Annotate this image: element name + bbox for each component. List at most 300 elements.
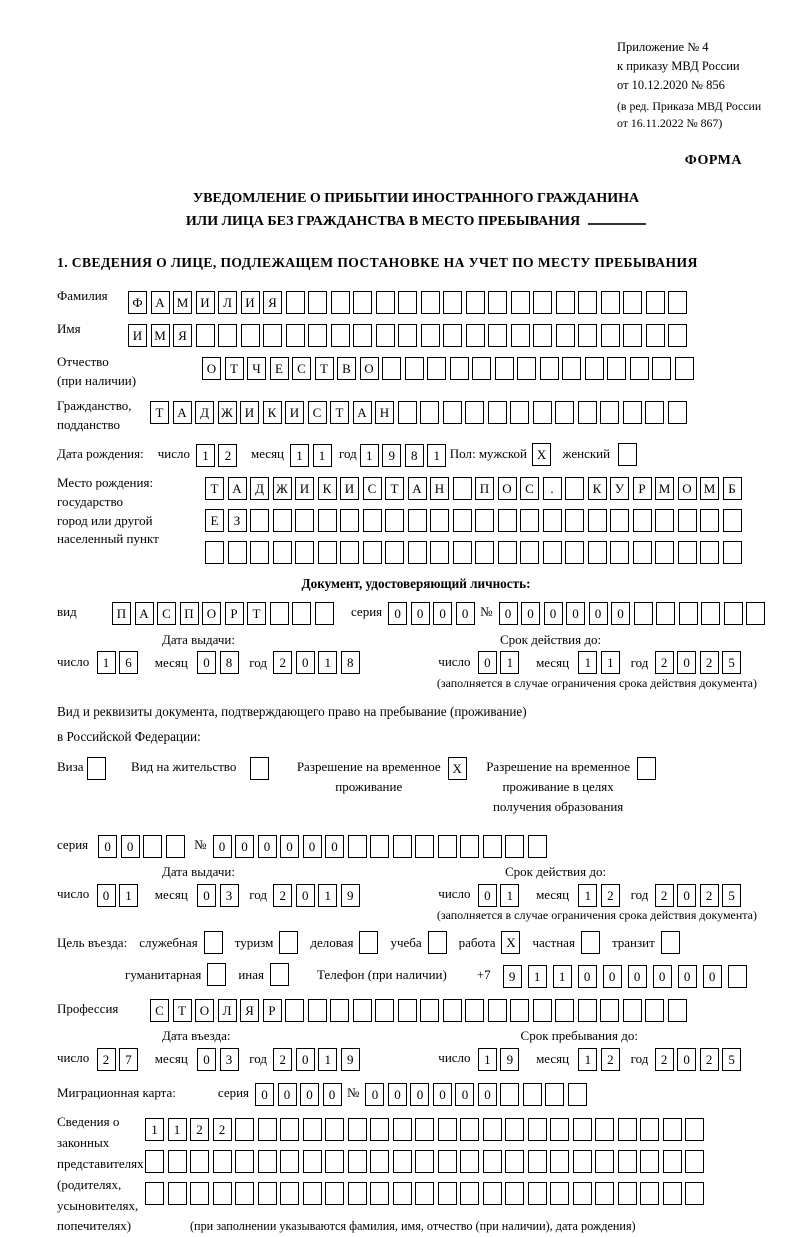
id-valid-year[interactable] [655, 654, 745, 669]
char-cell[interactable] [483, 835, 502, 858]
char-cell[interactable] [273, 509, 292, 532]
char-cell[interactable] [528, 1182, 547, 1205]
char-cell[interactable] [453, 477, 472, 500]
char-cell[interactable]: 1 [360, 444, 379, 467]
char-cell[interactable] [475, 541, 494, 564]
char-cell[interactable] [258, 1182, 277, 1205]
char-cell[interactable] [393, 1150, 412, 1173]
char-cell[interactable] [465, 401, 484, 424]
char-cell[interactable] [325, 1182, 344, 1205]
citizenship-input[interactable] [150, 397, 690, 424]
char-cell[interactable]: 0 [410, 1083, 429, 1106]
char-cell[interactable]: Ф [128, 291, 147, 314]
char-cell[interactable]: 2 [213, 1118, 232, 1141]
char-cell[interactable] [585, 357, 604, 380]
char-cell[interactable]: С [150, 999, 169, 1022]
char-cell[interactable]: Я [240, 999, 259, 1022]
res-issue-month[interactable] [197, 886, 242, 901]
char-cell[interactable] [308, 291, 327, 314]
char-cell[interactable] [443, 291, 462, 314]
char-cell[interactable]: 0 [235, 835, 254, 858]
residence-series-input[interactable] [98, 831, 188, 858]
char-cell[interactable] [565, 509, 584, 532]
char-cell[interactable] [652, 357, 671, 380]
char-cell[interactable] [623, 401, 642, 424]
char-cell[interactable] [415, 1118, 434, 1141]
char-cell[interactable] [303, 1150, 322, 1173]
char-cell[interactable] [595, 1182, 614, 1205]
char-cell[interactable] [746, 602, 765, 625]
char-cell[interactable]: 1 [553, 965, 572, 988]
char-cell[interactable] [610, 541, 629, 564]
id-valid-day[interactable] [478, 654, 523, 669]
char-cell[interactable] [640, 1182, 659, 1205]
char-cell[interactable] [488, 999, 507, 1022]
char-cell[interactable]: 1 [318, 651, 337, 674]
char-cell[interactable] [646, 291, 665, 314]
char-cell[interactable] [443, 324, 462, 347]
char-cell[interactable]: 1 [578, 651, 597, 674]
char-cell[interactable] [353, 324, 372, 347]
char-cell[interactable] [511, 291, 530, 314]
char-cell[interactable] [520, 509, 539, 532]
char-cell[interactable] [398, 324, 417, 347]
char-cell[interactable] [505, 835, 524, 858]
char-cell[interactable] [540, 357, 559, 380]
migration-number-input[interactable] [365, 1079, 590, 1106]
char-cell[interactable]: 1 [478, 1048, 497, 1071]
char-cell[interactable] [340, 541, 359, 564]
char-cell[interactable] [143, 835, 162, 858]
char-cell[interactable] [685, 1182, 704, 1205]
char-cell[interactable] [623, 999, 642, 1022]
sex-female-checkbox[interactable] [618, 443, 637, 466]
char-cell[interactable]: 0 [611, 602, 630, 625]
id-doc-kind-input[interactable] [112, 599, 337, 626]
purpose-other-checkbox[interactable] [270, 963, 289, 986]
char-cell[interactable] [510, 401, 529, 424]
char-cell[interactable] [315, 602, 334, 625]
char-cell[interactable] [376, 291, 395, 314]
char-cell[interactable] [678, 541, 697, 564]
char-cell[interactable]: 1 [318, 884, 337, 907]
char-cell[interactable]: 5 [722, 1048, 741, 1071]
char-cell[interactable]: П [112, 602, 131, 625]
char-cell[interactable] [331, 324, 350, 347]
char-cell[interactable] [475, 509, 494, 532]
char-cell[interactable] [331, 291, 350, 314]
char-cell[interactable] [610, 509, 629, 532]
purpose-work-checkbox[interactable]: X [501, 931, 520, 954]
char-cell[interactable] [385, 541, 404, 564]
char-cell[interactable] [370, 835, 389, 858]
char-cell[interactable] [578, 401, 597, 424]
char-cell[interactable] [668, 999, 687, 1022]
char-cell[interactable]: 9 [500, 1048, 519, 1071]
char-cell[interactable] [668, 291, 687, 314]
char-cell[interactable] [427, 357, 446, 380]
char-cell[interactable] [533, 999, 552, 1022]
char-cell[interactable]: И [340, 477, 359, 500]
id-issue-month[interactable] [197, 654, 242, 669]
char-cell[interactable] [263, 324, 282, 347]
char-cell[interactable]: Ч [247, 357, 266, 380]
char-cell[interactable] [528, 1118, 547, 1141]
char-cell[interactable] [235, 1182, 254, 1205]
res-valid-year[interactable] [655, 886, 745, 901]
char-cell[interactable] [286, 291, 305, 314]
char-cell[interactable] [607, 357, 626, 380]
char-cell[interactable]: 0 [296, 884, 315, 907]
patronymic-input[interactable] [202, 353, 697, 380]
char-cell[interactable]: 9 [341, 1048, 360, 1071]
char-cell[interactable]: 1 [145, 1118, 164, 1141]
char-cell[interactable]: 0 [456, 602, 475, 625]
stay-month[interactable] [578, 1050, 623, 1065]
char-cell[interactable]: 7 [119, 1048, 138, 1071]
char-cell[interactable]: Я [173, 324, 192, 347]
char-cell[interactable]: 0 [478, 1083, 497, 1106]
birth-day-input[interactable] [196, 441, 241, 468]
char-cell[interactable]: М [173, 291, 192, 314]
char-cell[interactable]: 0 [296, 651, 315, 674]
char-cell[interactable] [533, 401, 552, 424]
char-cell[interactable]: 0 [121, 835, 140, 858]
char-cell[interactable]: Т [247, 602, 266, 625]
char-cell[interactable]: 2 [655, 1048, 674, 1071]
char-cell[interactable] [573, 1118, 592, 1141]
char-cell[interactable]: 0 [433, 602, 452, 625]
char-cell[interactable]: В [337, 357, 356, 380]
char-cell[interactable] [166, 835, 185, 858]
char-cell[interactable]: Л [218, 999, 237, 1022]
char-cell[interactable] [393, 1118, 412, 1141]
char-cell[interactable] [258, 1118, 277, 1141]
char-cell[interactable] [630, 357, 649, 380]
profession-input[interactable] [150, 995, 690, 1022]
char-cell[interactable]: 2 [700, 651, 719, 674]
char-cell[interactable] [318, 541, 337, 564]
char-cell[interactable]: 0 [278, 1083, 297, 1106]
char-cell[interactable] [633, 509, 652, 532]
char-cell[interactable] [543, 509, 562, 532]
char-cell[interactable] [595, 1118, 614, 1141]
char-cell[interactable]: Т [385, 477, 404, 500]
residence-permit-checkbox[interactable] [250, 757, 269, 780]
char-cell[interactable]: О [202, 602, 221, 625]
char-cell[interactable] [196, 324, 215, 347]
char-cell[interactable]: 3 [220, 884, 239, 907]
char-cell[interactable] [308, 999, 327, 1022]
char-cell[interactable]: 3 [220, 1048, 239, 1071]
char-cell[interactable] [565, 541, 584, 564]
char-cell[interactable] [645, 401, 664, 424]
char-cell[interactable] [498, 509, 517, 532]
char-cell[interactable] [724, 602, 743, 625]
char-cell[interactable] [375, 999, 394, 1022]
char-cell[interactable]: Р [633, 477, 652, 500]
char-cell[interactable]: Л [218, 291, 237, 314]
char-cell[interactable]: 1 [427, 444, 446, 467]
char-cell[interactable] [523, 1083, 542, 1106]
char-cell[interactable] [556, 324, 575, 347]
char-cell[interactable]: И [241, 291, 260, 314]
char-cell[interactable]: Д [250, 477, 269, 500]
char-cell[interactable] [483, 1118, 502, 1141]
char-cell[interactable] [511, 324, 530, 347]
char-cell[interactable] [663, 1150, 682, 1173]
char-cell[interactable]: О [360, 357, 379, 380]
char-cell[interactable] [405, 357, 424, 380]
char-cell[interactable]: О [202, 357, 221, 380]
char-cell[interactable] [634, 602, 653, 625]
edu-residence-checkbox[interactable] [637, 757, 656, 780]
char-cell[interactable] [398, 999, 417, 1022]
char-cell[interactable] [595, 1150, 614, 1173]
char-cell[interactable] [520, 541, 539, 564]
char-cell[interactable] [295, 509, 314, 532]
char-cell[interactable]: 1 [528, 965, 547, 988]
char-cell[interactable]: Р [225, 602, 244, 625]
char-cell[interactable] [600, 999, 619, 1022]
char-cell[interactable] [700, 541, 719, 564]
entry-year[interactable] [273, 1050, 363, 1065]
char-cell[interactable] [443, 401, 462, 424]
char-cell[interactable] [250, 509, 269, 532]
char-cell[interactable]: С [157, 602, 176, 625]
char-cell[interactable] [578, 291, 597, 314]
char-cell[interactable]: 2 [97, 1048, 116, 1071]
char-cell[interactable]: Е [205, 509, 224, 532]
res-valid-day[interactable] [478, 886, 523, 901]
char-cell[interactable] [408, 509, 427, 532]
char-cell[interactable] [438, 835, 457, 858]
char-cell[interactable]: 0 [478, 884, 497, 907]
char-cell[interactable] [280, 1150, 299, 1173]
char-cell[interactable]: А [408, 477, 427, 500]
char-cell[interactable]: С [308, 401, 327, 424]
char-cell[interactable]: 8 [405, 444, 424, 467]
res-issue-year[interactable] [273, 886, 363, 901]
purpose-humanitarian-checkbox[interactable] [207, 963, 226, 986]
char-cell[interactable] [562, 357, 581, 380]
char-cell[interactable] [308, 324, 327, 347]
sex-male-checkbox[interactable]: X [532, 443, 551, 466]
char-cell[interactable]: 0 [678, 965, 697, 988]
char-cell[interactable]: 1 [578, 1048, 597, 1071]
char-cell[interactable] [286, 324, 305, 347]
char-cell[interactable] [325, 1150, 344, 1173]
char-cell[interactable] [466, 291, 485, 314]
char-cell[interactable]: 0 [578, 965, 597, 988]
char-cell[interactable]: К [318, 477, 337, 500]
char-cell[interactable] [258, 1150, 277, 1173]
char-cell[interactable]: 0 [478, 651, 497, 674]
char-cell[interactable]: 0 [677, 884, 696, 907]
char-cell[interactable] [655, 509, 674, 532]
char-cell[interactable]: 1 [97, 651, 116, 674]
char-cell[interactable]: 8 [220, 651, 239, 674]
char-cell[interactable]: 1 [119, 884, 138, 907]
char-cell[interactable] [370, 1118, 389, 1141]
char-cell[interactable] [408, 541, 427, 564]
char-cell[interactable] [685, 1150, 704, 1173]
char-cell[interactable]: 1 [500, 884, 519, 907]
char-cell[interactable] [420, 401, 439, 424]
char-cell[interactable]: 1 [290, 444, 309, 467]
char-cell[interactable]: 0 [296, 1048, 315, 1071]
char-cell[interactable]: 8 [341, 651, 360, 674]
char-cell[interactable]: 0 [388, 602, 407, 625]
char-cell[interactable]: 1 [168, 1118, 187, 1141]
char-cell[interactable]: 2 [190, 1118, 209, 1141]
char-cell[interactable] [421, 291, 440, 314]
char-cell[interactable]: С [363, 477, 382, 500]
char-cell[interactable] [528, 1150, 547, 1173]
char-cell[interactable] [292, 602, 311, 625]
char-cell[interactable] [723, 541, 742, 564]
char-cell[interactable] [303, 1118, 322, 1141]
char-cell[interactable] [363, 541, 382, 564]
char-cell[interactable]: 2 [655, 651, 674, 674]
entry-day[interactable] [97, 1050, 142, 1065]
char-cell[interactable]: М [700, 477, 719, 500]
char-cell[interactable]: П [475, 477, 494, 500]
char-cell[interactable] [645, 999, 664, 1022]
char-cell[interactable]: Р [263, 999, 282, 1022]
char-cell[interactable] [555, 999, 574, 1022]
char-cell[interactable] [393, 1182, 412, 1205]
char-cell[interactable]: У [610, 477, 629, 500]
char-cell[interactable] [545, 1083, 564, 1106]
char-cell[interactable] [382, 357, 401, 380]
res-valid-month[interactable] [578, 886, 623, 901]
char-cell[interactable]: 2 [218, 444, 237, 467]
char-cell[interactable] [460, 1150, 479, 1173]
char-cell[interactable] [393, 835, 412, 858]
char-cell[interactable] [640, 1150, 659, 1173]
char-cell[interactable] [280, 1182, 299, 1205]
char-cell[interactable] [488, 324, 507, 347]
char-cell[interactable]: А [353, 401, 372, 424]
char-cell[interactable] [250, 541, 269, 564]
birthplace-line-3[interactable] [205, 538, 745, 565]
char-cell[interactable]: 1 [318, 1048, 337, 1071]
char-cell[interactable] [218, 324, 237, 347]
char-cell[interactable] [495, 357, 514, 380]
char-cell[interactable] [505, 1118, 524, 1141]
char-cell[interactable]: Д [195, 401, 214, 424]
char-cell[interactable] [528, 835, 547, 858]
char-cell[interactable] [618, 1150, 637, 1173]
char-cell[interactable] [273, 541, 292, 564]
char-cell[interactable] [588, 509, 607, 532]
char-cell[interactable] [280, 1118, 299, 1141]
char-cell[interactable] [450, 357, 469, 380]
char-cell[interactable]: 0 [521, 602, 540, 625]
char-cell[interactable]: 0 [323, 1083, 342, 1106]
char-cell[interactable] [438, 1182, 457, 1205]
char-cell[interactable]: 2 [273, 651, 292, 674]
id-doc-number-input[interactable] [499, 599, 769, 626]
purpose-official-checkbox[interactable] [204, 931, 223, 954]
char-cell[interactable] [348, 835, 367, 858]
surname-input[interactable] [128, 287, 691, 314]
char-cell[interactable]: И [285, 401, 304, 424]
char-cell[interactable]: 0 [97, 884, 116, 907]
char-cell[interactable] [465, 999, 484, 1022]
char-cell[interactable] [618, 1118, 637, 1141]
char-cell[interactable] [550, 1182, 569, 1205]
char-cell[interactable] [453, 509, 472, 532]
char-cell[interactable] [588, 541, 607, 564]
char-cell[interactable] [370, 1182, 389, 1205]
char-cell[interactable] [168, 1182, 187, 1205]
char-cell[interactable] [550, 1150, 569, 1173]
char-cell[interactable] [550, 1118, 569, 1141]
char-cell[interactable] [420, 999, 439, 1022]
char-cell[interactable]: 1 [313, 444, 332, 467]
char-cell[interactable] [168, 1150, 187, 1173]
char-cell[interactable]: Т [150, 401, 169, 424]
char-cell[interactable]: Т [315, 357, 334, 380]
char-cell[interactable]: М [655, 477, 674, 500]
temp-residence-checkbox[interactable]: X [448, 757, 467, 780]
char-cell[interactable]: О [498, 477, 517, 500]
char-cell[interactable] [565, 477, 584, 500]
char-cell[interactable] [376, 324, 395, 347]
char-cell[interactable] [363, 509, 382, 532]
char-cell[interactable]: З [228, 509, 247, 532]
char-cell[interactable]: 0 [255, 1083, 274, 1106]
char-cell[interactable]: . [543, 477, 562, 500]
char-cell[interactable] [370, 1150, 389, 1173]
char-cell[interactable]: 0 [677, 651, 696, 674]
char-cell[interactable]: 0 [197, 1048, 216, 1071]
char-cell[interactable] [483, 1182, 502, 1205]
char-cell[interactable] [556, 291, 575, 314]
char-cell[interactable]: 0 [566, 602, 585, 625]
birthplace-line-1[interactable] [205, 474, 745, 501]
char-cell[interactable]: 1 [196, 444, 215, 467]
char-cell[interactable] [190, 1182, 209, 1205]
char-cell[interactable] [573, 1150, 592, 1173]
char-cell[interactable] [679, 602, 698, 625]
char-cell[interactable] [348, 1118, 367, 1141]
char-cell[interactable]: 2 [273, 1048, 292, 1071]
char-cell[interactable] [398, 291, 417, 314]
char-cell[interactable] [213, 1150, 232, 1173]
char-cell[interactable]: 0 [455, 1083, 474, 1106]
res-issue-day[interactable] [97, 886, 142, 901]
char-cell[interactable]: 2 [700, 884, 719, 907]
id-valid-month[interactable] [578, 654, 623, 669]
char-cell[interactable]: 0 [499, 602, 518, 625]
char-cell[interactable] [460, 1182, 479, 1205]
char-cell[interactable] [460, 835, 479, 858]
representatives-line-2[interactable] [145, 1146, 708, 1173]
char-cell[interactable] [656, 602, 675, 625]
char-cell[interactable]: К [588, 477, 607, 500]
char-cell[interactable] [348, 1150, 367, 1173]
char-cell[interactable] [568, 1083, 587, 1106]
char-cell[interactable]: 5 [722, 884, 741, 907]
char-cell[interactable] [701, 602, 720, 625]
char-cell[interactable] [340, 509, 359, 532]
char-cell[interactable]: А [173, 401, 192, 424]
char-cell[interactable] [415, 1150, 434, 1173]
char-cell[interactable]: К [263, 401, 282, 424]
